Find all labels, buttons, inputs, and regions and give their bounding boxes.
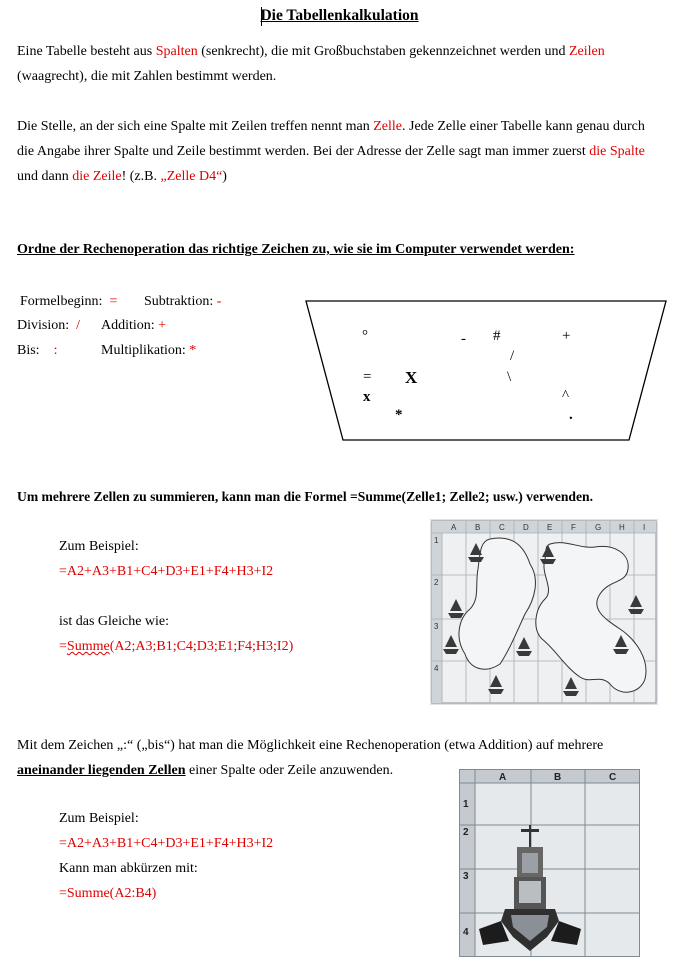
intro-paragraph-1 bbox=[17, 39, 667, 89]
op-label: Multiplikation: bbox=[101, 343, 186, 358]
map-row-1: 1 bbox=[434, 536, 439, 545]
op-bis bbox=[17, 338, 57, 363]
symbol-slash: / bbox=[510, 348, 515, 364]
intro-paragraph-2 bbox=[17, 114, 667, 189]
op-sign: + bbox=[158, 318, 167, 333]
ship-col-a: A bbox=[499, 772, 507, 783]
ship-row-2: 2 bbox=[463, 827, 469, 838]
highlight-example-cell: „Zelle D4“ bbox=[160, 169, 223, 184]
text: ) bbox=[222, 169, 227, 184]
formula-addition: =A2+A3+B1+C4+D3+E1+F4+H3+I2 bbox=[59, 836, 274, 851]
text: (A2;A3;B1;C4;D3;E1;F4;H3;I2) bbox=[109, 639, 294, 654]
op-sign: - bbox=[216, 294, 222, 309]
ship-row-4: 4 bbox=[463, 927, 469, 938]
op-label: Bis: bbox=[17, 343, 40, 358]
map-row-4: 4 bbox=[434, 664, 439, 673]
text: (senkrecht), die mit Großbuchstaben gekennzeichnet werden und bbox=[197, 44, 569, 59]
treasure-map-grid-image bbox=[430, 519, 658, 705]
ship-col-b: B bbox=[554, 772, 562, 783]
text: ! (z.B. bbox=[121, 169, 161, 184]
map-col-a: A bbox=[451, 523, 457, 532]
highlight-zeile: die Zeile bbox=[72, 169, 122, 184]
page-title: Die Tabellenkalkulation bbox=[260, 7, 419, 24]
shorten-label: Kann man abkürzen mit: bbox=[59, 861, 198, 876]
map-row-2: 2 bbox=[434, 578, 439, 587]
range-example bbox=[59, 806, 273, 906]
symbol-box bbox=[304, 298, 668, 444]
op-label: Addition: bbox=[101, 318, 155, 333]
map-col-b: B bbox=[475, 523, 481, 532]
text: Mit dem Zeichen „:“ („bis“) hat man die Möglichkeit eine Rechenoperation (etwa Addition) auf mehrere bbox=[17, 738, 604, 753]
map-row-3: 3 bbox=[434, 622, 439, 631]
symbol-small-x: x bbox=[363, 389, 371, 405]
symbol-big-x: X bbox=[405, 368, 418, 387]
task-heading: Ordne der Rechenoperation das richtige Zeichen zu, wie sie im Computer verwendet werden: bbox=[17, 242, 575, 257]
highlight-spalten: Spalten bbox=[155, 44, 198, 59]
ship-row-1: 1 bbox=[463, 799, 469, 810]
formula-summe bbox=[59, 634, 293, 659]
map-col-c: C bbox=[499, 523, 505, 532]
highlight-zeilen: Zeilen bbox=[568, 44, 605, 59]
same-as-label: ist das Gleiche wie: bbox=[59, 614, 170, 629]
symbol-minus: - bbox=[461, 331, 466, 347]
map-col-d: D bbox=[523, 523, 529, 532]
op-sign: / bbox=[76, 318, 81, 333]
text: . Jede Zelle einer Tabelle kann genau durch bbox=[402, 119, 645, 134]
op-subtraktion bbox=[144, 289, 221, 314]
map-col-h: H bbox=[619, 523, 625, 532]
op-sign: = bbox=[109, 294, 118, 309]
op-sign: * bbox=[189, 343, 197, 358]
text: die Angabe ihrer Spalte und Zeile bestimmt werden. Bei der Adresse der Zelle sagt man immer zuerst bbox=[17, 144, 590, 159]
text: einer Spalte oder Zeile anzuwenden. bbox=[185, 763, 394, 778]
formula-addition: =A2+A3+B1+C4+D3+E1+F4+H3+I2 bbox=[59, 564, 274, 579]
ship-col-c: C bbox=[609, 772, 617, 783]
spacer bbox=[59, 584, 293, 609]
formula-range: =Summe(A2:B4) bbox=[59, 886, 157, 901]
sum-example bbox=[59, 534, 293, 659]
symbol-plus: + bbox=[562, 328, 571, 344]
text: und dann bbox=[17, 169, 73, 184]
map-col-e: E bbox=[547, 523, 553, 532]
symbol-degree: ° bbox=[362, 328, 368, 344]
sum-heading: Um mehrere Zellen zu summieren, kann man die Formel =Summe(Zelle1; Zelle2; usw.) verwenden. bbox=[17, 489, 593, 504]
symbol-dot: . bbox=[569, 407, 573, 423]
example-label: Zum Beispiel: bbox=[59, 811, 139, 826]
text: Eine Tabelle besteht aus bbox=[17, 44, 156, 59]
symbol-asterisk: * bbox=[395, 407, 403, 423]
example-label: Zum Beispiel: bbox=[59, 539, 139, 554]
op-addition bbox=[101, 313, 166, 338]
op-label: Formelbeginn: bbox=[20, 294, 103, 309]
op-multiplikation bbox=[101, 338, 196, 363]
op-division bbox=[17, 313, 80, 338]
symbol-backslash: \ bbox=[507, 369, 512, 385]
ship-row-3: 3 bbox=[463, 871, 469, 882]
symbol-hash: # bbox=[493, 328, 501, 344]
map-col-f: F bbox=[571, 523, 576, 532]
op-formel bbox=[20, 289, 117, 314]
op-label: Division: bbox=[17, 318, 70, 333]
highlight-zelle: Zelle bbox=[373, 119, 402, 134]
battleship-grid-image bbox=[459, 769, 640, 957]
map-col-g: G bbox=[595, 523, 602, 532]
op-label: Subtraktion: bbox=[144, 294, 214, 309]
spellcheck-word: Summe bbox=[66, 639, 110, 654]
map-col-i: I bbox=[643, 523, 646, 532]
text: (waagrecht), die mit Zahlen bestimmt werden. bbox=[17, 69, 277, 84]
text: = bbox=[59, 639, 67, 654]
symbol-equals: = bbox=[363, 369, 372, 385]
op-sign: : bbox=[53, 343, 58, 358]
symbol-caret: ^ bbox=[562, 388, 570, 404]
highlight-adjacent-cells: aneinander liegenden Zellen bbox=[17, 763, 186, 778]
highlight-spalte: die Spalte bbox=[589, 144, 645, 159]
text: Die Stelle, an der sich eine Spalte mit Zeilen treffen nennt man bbox=[17, 119, 374, 134]
